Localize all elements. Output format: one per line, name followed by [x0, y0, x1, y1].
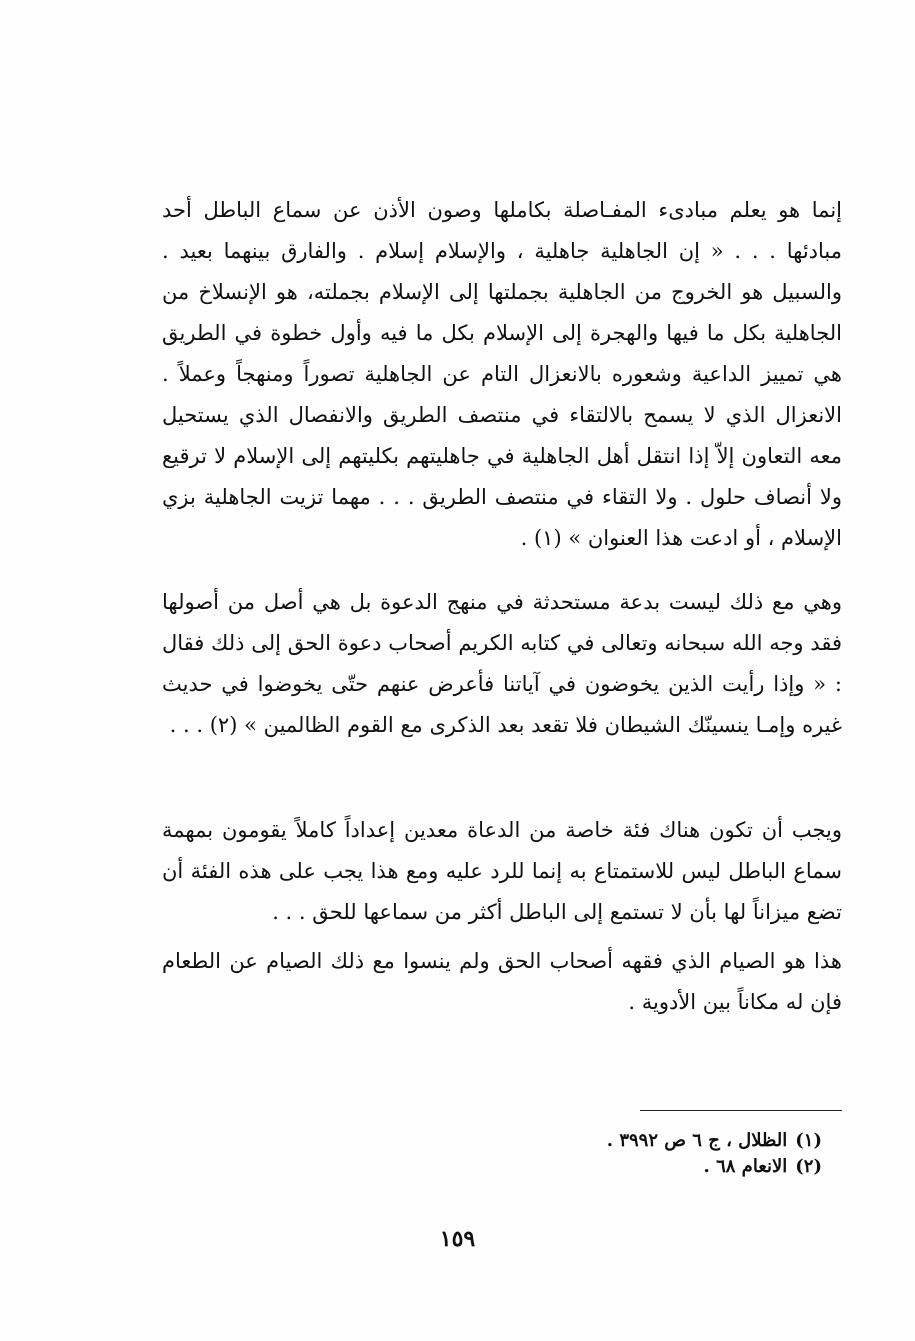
footnote-divider: [640, 1110, 842, 1111]
paragraph-1-text: إنما هو يعلم مبادىء المفـاصلة بكاملها وصون الأذن عن سماع الباطل أحد مبادئها . . . « إن الجاهلية جاهلية ، والإسلام إسلام . والفارق بينهما بعيد . والسبيل هو الخروج من الجاهلية بجملتها إلى الإسلام بجملته، هو الإنسلاخ من الجاهلية بكل ما فيها والهجرة إلى الإسلام بكل ما فيه وأول خطوة في الطريق هي تمييز الداعية وشعوره بالانعزال التام عن الجاهلية تصوراً ومنهجاً وعملاً . الانعزال الذي لا يسمح بالالتقاء في منتصف الطريق والانفصال الذي يستحيل معه التعاون إلاّ إذا انتقل أهل الجاهلية في جاهليتهم بكليتهم إلى الإسلام لا ترقيع ولا أنصاف حلول . ولا التقاء في منتصف الطريق . . . مهما تزيت الجاهلية بزي الإسلام ، أو ادعت هذا العنوان » (١) .: [162, 198, 842, 550]
footnote-1: [460, 1128, 822, 1154]
paragraph-2-text: وهي مع ذلك ليست بدعة مستحدثة في منهج الدعوة بل هي أصل من أصولها فقد وجه الله سبحانه وتعالى في كتابه الكريم أصحاب دعوة الحق إلى ذلك فقال : « وإذا رأيت الذين يخوضون في آياتنا فأعرض عنهم حتّى يخوضوا في حديث غيره وإمـا ينسينّك الشيطان فلا تقعد بعد الذكرى مع القوم الظالمين » (٢) . . .: [162, 590, 842, 737]
paragraph-3: [162, 810, 842, 933]
footnote-2-number: (٢): [795, 1156, 822, 1177]
footnote-2: [460, 1154, 822, 1180]
paragraph-3-text: ويجب أن تكون هناك فئة خاصة من الدعاة معدين إعداداً كاملاً يقومون بمهمة سماع الباطل ليس للاستمتاع به إنما للرد عليه ومع هذا يجب على هذه الفئة أن تضع ميزاناً لها بأن لا تستمع إلى الباطل أكثر من سماعها للحق . . .: [162, 818, 842, 924]
paragraph-4: [162, 941, 842, 1023]
footnote-1-number: (١): [795, 1130, 822, 1151]
page-number: ١٥٩: [439, 1226, 476, 1252]
paragraph-2: [162, 582, 842, 746]
footnotes: [460, 1128, 822, 1180]
paragraph-1: [162, 190, 842, 559]
paragraph-4-text: هذا هو الصيام الذي فقهه أصحاب الحق ولم ينسوا مع ذلك الصيام عن الطعام فإن له مكاناً بين الأدوية .: [162, 949, 842, 1014]
footnote-1-text: الظلال ، ج ٦ ص ٣٩٩٢ .: [606, 1130, 788, 1151]
footnote-2-text: الانعام ٦٨ .: [703, 1156, 788, 1177]
